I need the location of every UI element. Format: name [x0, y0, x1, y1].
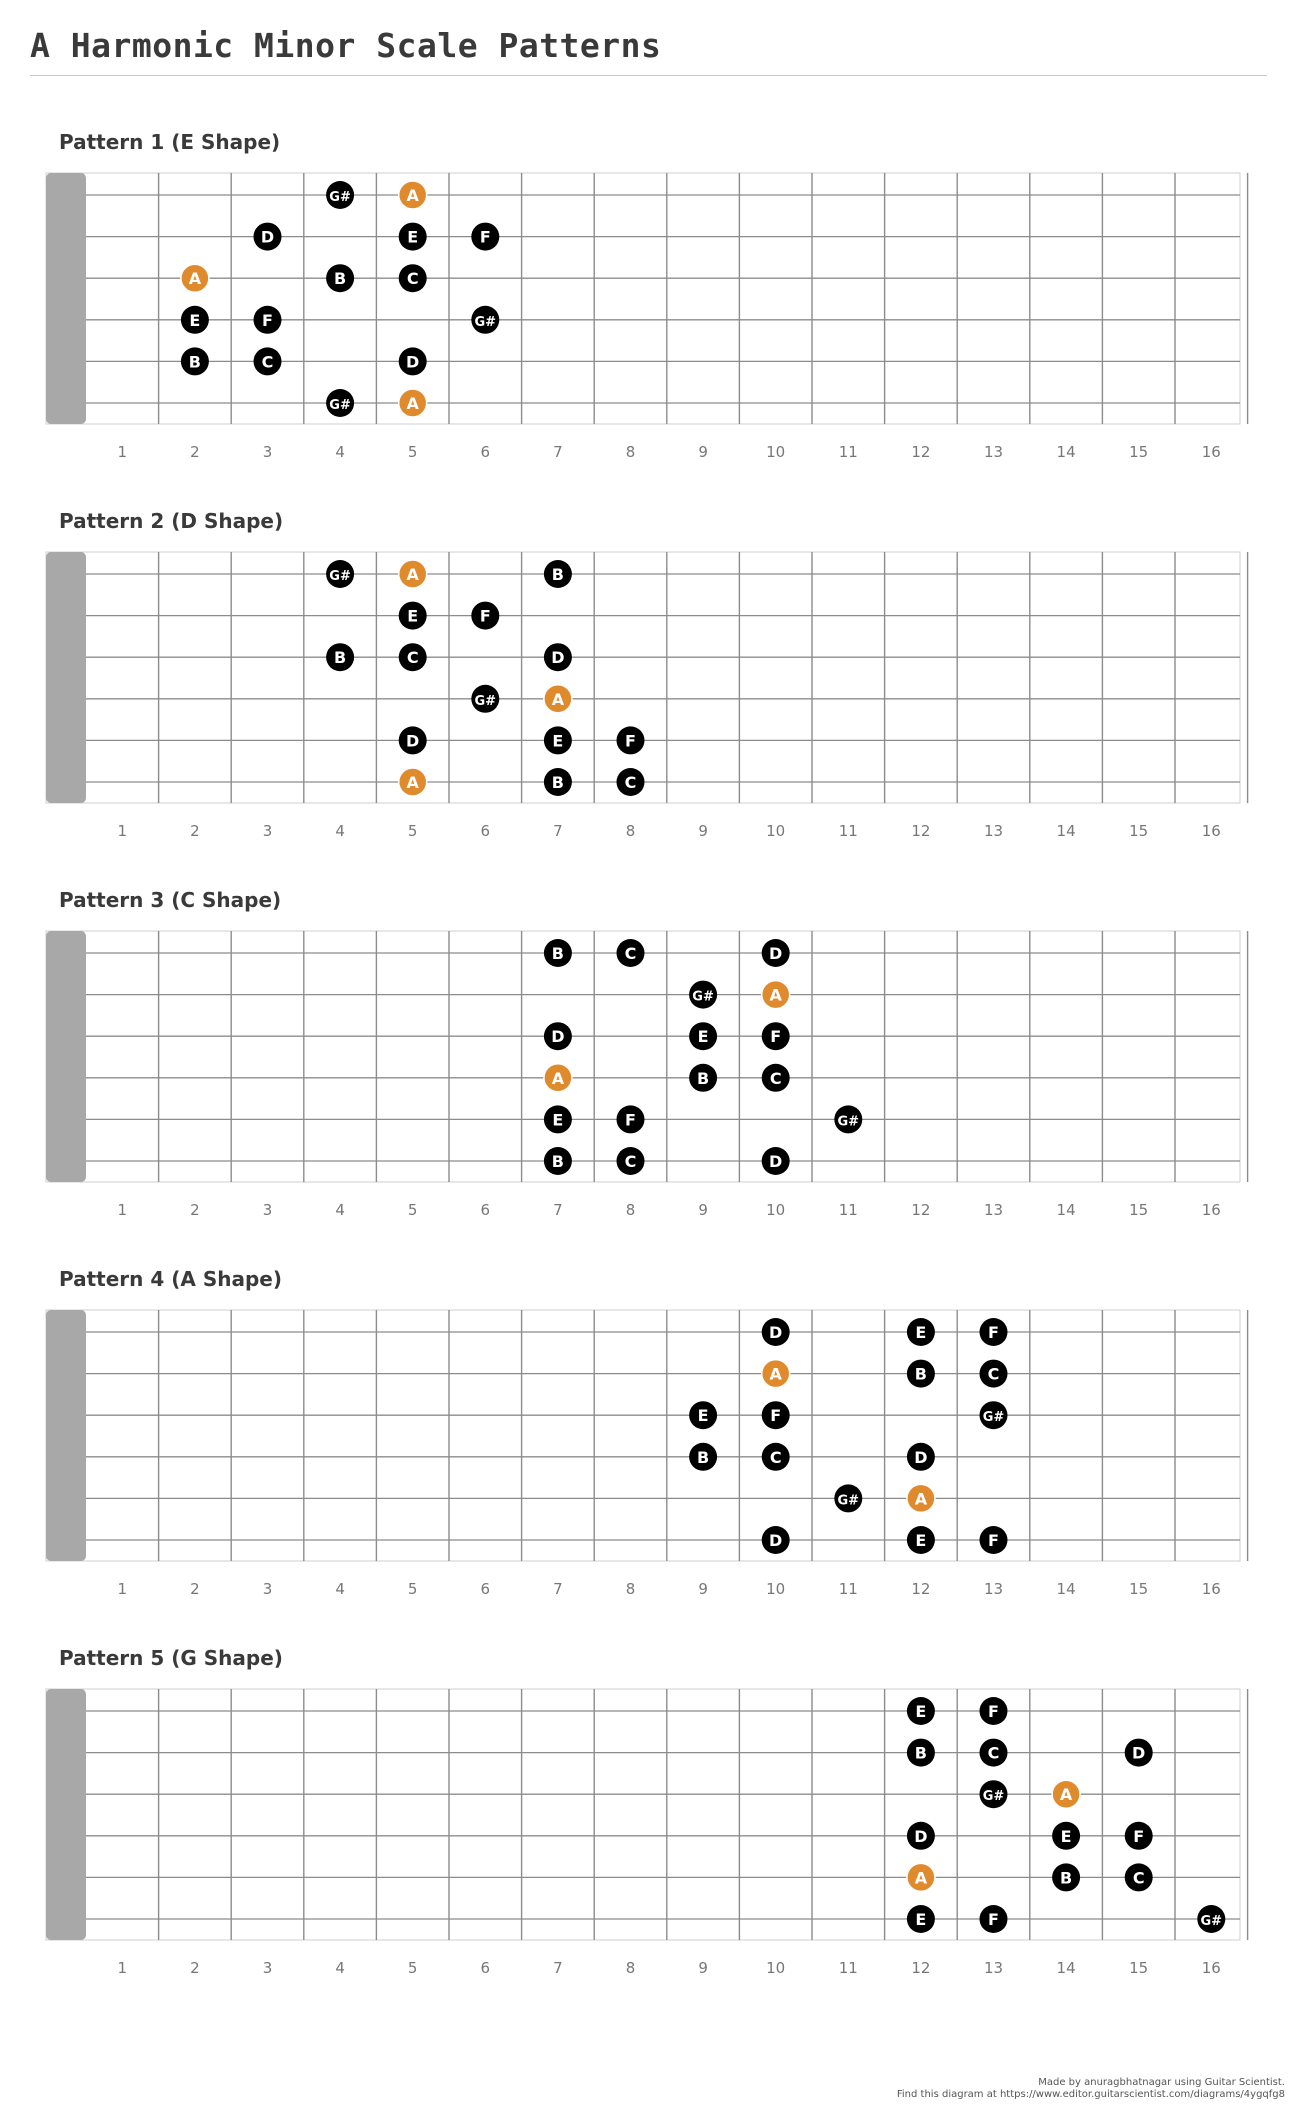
fret-number: 8 [625, 822, 636, 840]
note-marker [762, 1318, 790, 1346]
fretboard-diagram [0, 509, 1297, 849]
fret-number: 12 [911, 1580, 931, 1598]
note-label: E [407, 227, 419, 247]
fretboard-diagram [0, 1267, 1297, 1607]
pattern-5 [0, 1646, 1297, 2026]
fret-number: 4 [335, 443, 345, 461]
fret-number: 16 [1201, 1201, 1221, 1219]
fret-number: 13 [983, 1580, 1004, 1598]
note-marker [399, 602, 427, 630]
note-label: G# [837, 1493, 860, 1509]
note-label: C [1132, 1868, 1145, 1888]
note-marker [762, 1401, 790, 1429]
note-marker [399, 643, 427, 671]
fret-number: 9 [698, 1201, 708, 1219]
root-note-marker [544, 1064, 572, 1092]
fret-number: 10 [766, 1201, 786, 1219]
root-note-marker [907, 1484, 935, 1512]
nut [46, 1310, 86, 1561]
note-label: D [914, 1826, 928, 1846]
note-label: E [189, 310, 201, 330]
fretboard-outline [46, 173, 1240, 424]
fret-number: 5 [407, 1580, 418, 1598]
note-marker [544, 1022, 572, 1050]
fret-number: 7 [553, 1201, 563, 1219]
note-marker [907, 1526, 935, 1554]
pattern-title: Pattern 2 (D Shape) [59, 509, 284, 533]
root-note-marker [399, 560, 427, 588]
note-label: A [406, 565, 419, 584]
note-marker [471, 306, 499, 334]
fret-number: 1 [117, 1201, 128, 1219]
note-label: B [333, 269, 347, 289]
root-note-marker [762, 981, 790, 1009]
fret-number: 11 [838, 822, 858, 840]
pattern-3 [0, 888, 1297, 1268]
note-marker [762, 1147, 790, 1175]
note-label: E [915, 1910, 927, 1929]
note-label: A [914, 1868, 928, 1888]
root-note-marker [399, 389, 427, 417]
fret-number: 3 [262, 1959, 273, 1977]
note-marker [1052, 1863, 1080, 1891]
note-marker [254, 306, 282, 334]
note-label: B [696, 1447, 710, 1467]
note-label: A [551, 689, 565, 709]
fret-number: 15 [1129, 1959, 1149, 1977]
fretboard-diagram [0, 130, 1297, 470]
note-label: A [188, 269, 202, 289]
note-label: B [551, 1152, 565, 1171]
note-label: A [769, 985, 782, 1005]
note-marker [617, 1147, 645, 1175]
note-marker [1125, 1739, 1153, 1767]
note-label: C [406, 648, 419, 668]
fret-number: 9 [698, 1580, 708, 1598]
fret-number: 14 [1056, 1201, 1076, 1219]
note-label: A [406, 773, 419, 792]
note-label: G# [982, 1789, 1005, 1805]
note-label: F [988, 1910, 999, 1929]
note-marker [689, 1064, 717, 1092]
note-marker [1125, 1822, 1153, 1850]
root-note-marker [1052, 1780, 1080, 1808]
footer-credit-line: Made by anuragbhatnagar using Guitar Scientist. [1038, 2077, 1285, 2088]
note-marker [907, 1822, 935, 1850]
note-marker [181, 347, 209, 375]
fret-number: 3 [262, 822, 273, 840]
note-label: E [552, 1110, 564, 1130]
fret-number: 10 [766, 822, 786, 840]
note-label: E [697, 1027, 709, 1047]
fret-number: 6 [480, 822, 491, 840]
note-label: F [770, 1027, 782, 1047]
note-marker [907, 1739, 935, 1767]
pattern-title: Pattern 1 (E Shape) [59, 130, 281, 154]
fret-number: 5 [407, 443, 418, 461]
note-marker [1125, 1863, 1153, 1891]
note-label: A [769, 1364, 782, 1384]
note-marker [980, 1905, 1008, 1933]
note-label: D [769, 1152, 783, 1171]
note-marker [689, 1443, 717, 1471]
root-note-marker [181, 264, 209, 292]
root-note-marker [907, 1863, 935, 1891]
fret-number: 9 [698, 1959, 708, 1977]
fret-number: 8 [625, 1201, 636, 1219]
pattern-1 [0, 130, 1297, 510]
fret-number: 7 [553, 1580, 563, 1598]
note-label: D [406, 731, 420, 751]
fret-number: 15 [1129, 1201, 1149, 1219]
fret-number: 4 [335, 1201, 345, 1219]
fret-number: 14 [1056, 1580, 1076, 1598]
note-label: F [262, 310, 273, 330]
footer-link-line: Find this diagram at https://www.editor.guitarscientist.com/diagrams/4ygqfg8 [896, 2089, 1285, 2100]
fret-number: 5 [407, 1201, 418, 1219]
fret-number: 1 [117, 1959, 128, 1977]
fret-number: 2 [190, 822, 200, 840]
fret-number: 11 [838, 1959, 858, 1977]
note-label: B [333, 648, 347, 668]
note-marker [471, 223, 499, 251]
note-marker [326, 560, 354, 588]
note-label: F [1133, 1826, 1145, 1846]
fret-number: 15 [1129, 443, 1149, 461]
nut [46, 931, 86, 1182]
note-label: B [914, 1364, 928, 1384]
note-label: D [769, 944, 783, 963]
note-marker [617, 726, 645, 754]
fret-number: 14 [1056, 1959, 1076, 1977]
note-label: B [914, 1743, 928, 1763]
note-marker [762, 1443, 790, 1471]
note-marker [980, 1526, 1008, 1554]
fret-number: 6 [480, 443, 491, 461]
fret-number: 16 [1201, 1959, 1221, 1977]
fretboard-diagram [0, 1646, 1297, 1986]
note-label: F [988, 1702, 999, 1721]
pattern-title: Pattern 3 (C Shape) [59, 888, 282, 912]
note-marker [617, 1105, 645, 1133]
note-marker [617, 768, 645, 796]
note-label: E [1060, 1826, 1072, 1846]
note-marker [326, 181, 354, 209]
fret-number: 1 [117, 1580, 128, 1598]
note-marker [399, 347, 427, 375]
fret-number: 6 [480, 1959, 491, 1977]
fret-number: 14 [1056, 443, 1076, 461]
note-label: C [624, 1152, 637, 1171]
fret-number: 11 [838, 1201, 858, 1219]
root-note-marker [762, 1360, 790, 1388]
title-divider [30, 75, 1267, 76]
fret-number: 3 [262, 1201, 273, 1219]
note-marker [254, 223, 282, 251]
note-label: E [407, 606, 419, 626]
note-marker [980, 1697, 1008, 1725]
fret-number: 10 [766, 1580, 786, 1598]
fret-number: 2 [190, 1959, 200, 1977]
note-label: E [915, 1531, 927, 1550]
note-marker [399, 223, 427, 251]
fret-number: 3 [262, 1580, 273, 1598]
pattern-title: Pattern 4 (A Shape) [59, 1267, 282, 1291]
note-marker [1197, 1905, 1225, 1933]
note-label: G# [329, 190, 351, 205]
fret-number: 13 [983, 443, 1004, 461]
fret-number: 10 [766, 1959, 786, 1977]
note-label: E [915, 1702, 927, 1721]
note-label: C [987, 1364, 1000, 1384]
fret-number: 7 [553, 443, 563, 461]
fret-number: 7 [553, 1959, 563, 1977]
note-marker [254, 347, 282, 375]
fret-number: 15 [1129, 822, 1149, 840]
page-title: A Harmonic Minor Scale Patterns [30, 26, 662, 65]
note-label: E [915, 1323, 927, 1342]
root-note-marker [399, 181, 427, 209]
fret-number: 11 [838, 443, 858, 461]
fretboard-outline [46, 1689, 1240, 1940]
root-note-marker [399, 768, 427, 796]
note-label: G# [474, 693, 497, 709]
note-marker [181, 306, 209, 334]
fret-number: 13 [983, 1959, 1004, 1977]
fret-number: 2 [190, 1201, 200, 1219]
note-label: C [769, 1068, 782, 1088]
fret-number: 8 [625, 443, 636, 461]
note-label: F [988, 1323, 999, 1342]
note-marker [980, 1318, 1008, 1346]
fret-number: 6 [480, 1580, 491, 1598]
note-label: A [406, 394, 419, 413]
note-marker [471, 685, 499, 713]
note-marker [980, 1739, 1008, 1767]
note-marker [907, 1443, 935, 1471]
note-marker [907, 1360, 935, 1388]
fret-number: 8 [625, 1580, 636, 1598]
note-label: D [551, 648, 565, 668]
note-marker [544, 643, 572, 671]
note-label: D [914, 1447, 928, 1467]
fret-number: 16 [1201, 443, 1221, 461]
note-marker [980, 1401, 1008, 1429]
note-label: C [769, 1447, 782, 1467]
fret-number: 11 [838, 1580, 858, 1598]
fret-number: 16 [1201, 822, 1221, 840]
note-label: C [261, 352, 274, 372]
note-label: D [769, 1323, 783, 1342]
note-marker [544, 726, 572, 754]
note-label: G# [1200, 1914, 1223, 1929]
note-marker [544, 1147, 572, 1175]
fret-number: 12 [911, 1959, 931, 1977]
note-label: F [479, 227, 491, 247]
note-marker [1052, 1822, 1080, 1850]
footer-credit [897, 2077, 1285, 2101]
note-label: F [625, 1110, 636, 1130]
fret-number: 7 [553, 822, 563, 840]
note-label: F [770, 1406, 782, 1426]
note-marker [544, 560, 572, 588]
note-label: E [697, 1406, 709, 1426]
note-marker [907, 1905, 935, 1933]
note-label: G# [329, 569, 351, 584]
note-marker [834, 1105, 862, 1133]
note-marker [399, 726, 427, 754]
pattern-title: Pattern 5 (G Shape) [59, 1646, 283, 1670]
note-label: D [406, 352, 420, 372]
fret-number: 16 [1201, 1580, 1221, 1598]
note-label: G# [982, 1410, 1005, 1426]
note-marker [471, 602, 499, 630]
note-marker [689, 1022, 717, 1050]
fret-number: 12 [911, 443, 931, 461]
note-marker [762, 1064, 790, 1092]
fret-number: 3 [262, 443, 273, 461]
note-label: G# [474, 314, 497, 330]
note-marker [617, 939, 645, 967]
note-marker [544, 939, 572, 967]
note-marker [399, 264, 427, 292]
fret-number: 9 [698, 822, 708, 840]
note-label: D [551, 1027, 565, 1047]
fret-number: 12 [911, 822, 931, 840]
fret-number: 14 [1056, 822, 1076, 840]
note-label: G# [692, 989, 714, 1005]
nut [46, 1689, 86, 1940]
note-marker [689, 1401, 717, 1429]
note-marker [762, 1022, 790, 1050]
note-label: B [1059, 1868, 1073, 1888]
pattern-2 [0, 509, 1297, 889]
note-marker [980, 1780, 1008, 1808]
note-marker [326, 389, 354, 417]
fret-number: 13 [983, 822, 1004, 840]
note-marker [980, 1360, 1008, 1388]
fret-number: 2 [190, 1580, 200, 1598]
fret-number: 2 [190, 443, 200, 461]
note-label: F [625, 731, 636, 751]
note-marker [907, 1318, 935, 1346]
note-marker [326, 643, 354, 671]
nut [46, 552, 86, 803]
note-label: F [988, 1531, 999, 1550]
note-label: D [769, 1531, 783, 1550]
note-label: B [188, 352, 202, 372]
fret-number: 13 [983, 1201, 1004, 1219]
fret-number: 1 [117, 443, 128, 461]
note-marker [544, 768, 572, 796]
fret-number: 10 [766, 443, 786, 461]
fretboard-outline [46, 1310, 1240, 1561]
fret-number: 4 [335, 822, 345, 840]
fret-number: 4 [335, 1959, 345, 1977]
fret-number: 6 [480, 1201, 491, 1219]
note-label: F [479, 606, 491, 626]
note-label: A [1059, 1785, 1073, 1805]
pattern-4 [0, 1267, 1297, 1647]
note-marker [689, 981, 717, 1009]
note-label: G# [837, 1114, 860, 1130]
note-marker [762, 939, 790, 967]
fretboard-diagram [0, 888, 1297, 1228]
note-marker [762, 1526, 790, 1554]
note-label: C [624, 773, 637, 792]
note-label: A [551, 1068, 565, 1088]
fretboard-outline [46, 931, 1240, 1182]
note-label: B [696, 1068, 710, 1088]
fretboard-outline [46, 552, 1240, 803]
note-marker [834, 1484, 862, 1512]
note-label: A [406, 186, 419, 205]
note-marker [326, 264, 354, 292]
note-label: E [552, 731, 564, 751]
note-label: C [406, 269, 419, 289]
root-note-marker [544, 685, 572, 713]
note-label: G# [329, 398, 351, 413]
note-label: B [551, 773, 565, 792]
fret-number: 5 [407, 822, 418, 840]
note-label: C [624, 944, 637, 963]
fret-number: 4 [335, 1580, 345, 1598]
note-label: A [914, 1489, 928, 1509]
fret-number: 9 [698, 443, 708, 461]
fret-number: 8 [625, 1959, 636, 1977]
fret-number: 12 [911, 1201, 931, 1219]
fret-number: 1 [117, 822, 128, 840]
note-marker [544, 1105, 572, 1133]
fret-number: 5 [407, 1959, 418, 1977]
note-label: B [551, 565, 565, 584]
note-label: D [260, 227, 275, 247]
note-marker [907, 1697, 935, 1725]
note-label: D [1132, 1743, 1146, 1763]
fret-number: 15 [1129, 1580, 1149, 1598]
note-label: C [987, 1743, 1000, 1763]
note-label: B [551, 944, 565, 963]
nut [46, 173, 86, 424]
